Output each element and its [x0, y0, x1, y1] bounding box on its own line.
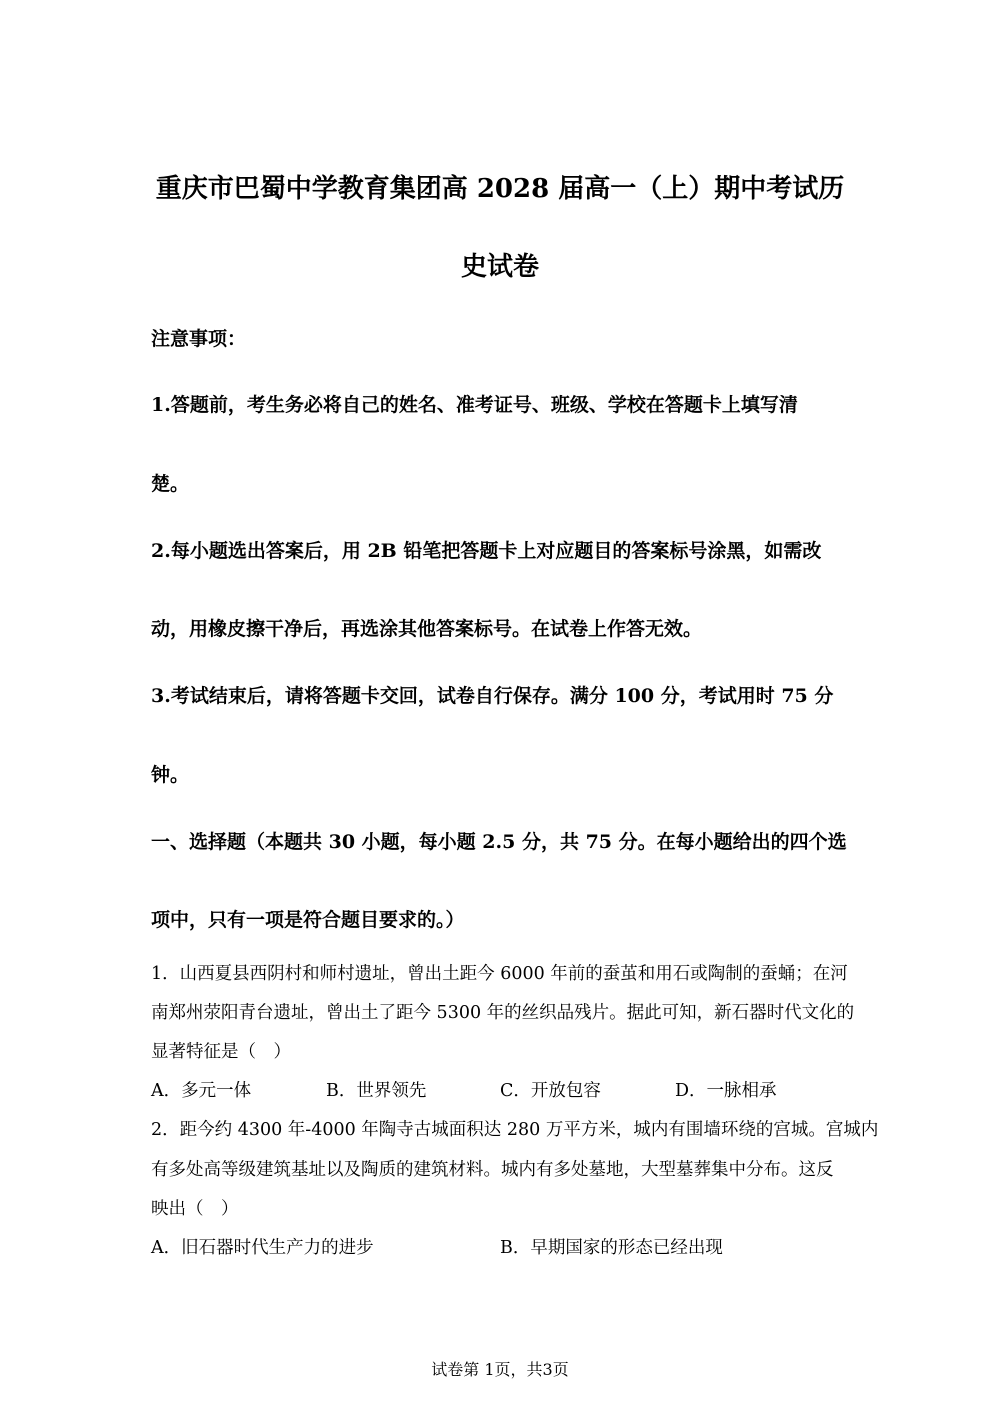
question-2-line-3: 映出（ ）: [151, 1199, 239, 1219]
notice-item-1-line-2: 楚。: [151, 473, 190, 495]
section-1-heading-line-1: 一、选择题（本题共 30 小题，每小题 2.5 分，共 75 分。在每小题给出的四个选: [151, 831, 847, 853]
question-1-option-a: A．多元一体: [151, 1081, 252, 1101]
notice-item-3-line-2: 钟。: [151, 764, 190, 786]
question-1-option-b: B．世界领先: [326, 1081, 427, 1101]
notice-item-2-line-2: 动，用橡皮擦干净后，再选涂其他答案标号。在试卷上作答无效。: [151, 618, 703, 640]
question-2-line-1: 2．距今约 4300 年-4000 年陶寺古城面积达 280 万平方米，城内有围墙环绕的宫城。宫城内: [151, 1120, 879, 1140]
notice-heading: 注意事项：: [151, 328, 247, 350]
question-1-option-d: D．一脉相承: [675, 1081, 777, 1101]
question-2-option-b: B．早期国家的形态已经出现: [500, 1238, 723, 1258]
question-2-option-a: A．旧石器时代生产力的进步: [151, 1238, 374, 1258]
question-2-line-2: 有多处高等级建筑基址以及陶质的建筑材料。城内有多处墓地，大型墓葬集中分布。这反: [151, 1160, 834, 1180]
notice-item-1-line-1: 1.答题前，考生务必将自己的姓名、准考证号、班级、学校在答题卡上填写清: [151, 394, 798, 416]
question-1-line-1: 1．山西夏县西阴村和师村遗址，曾出土距今 6000 年前的蚕茧和用石或陶制的蚕蛹；在河: [151, 964, 848, 984]
page-footer: 试卷第 1页，共3页: [431, 1360, 569, 1379]
question-1-line-2: 南郑州荥阳青台遗址，曾出土了距今 5300 年的丝织品残片。据此可知，新石器时代文化的: [151, 1003, 855, 1023]
section-1-heading-line-2: 项中，只有一项是符合题目要求的。）: [151, 909, 465, 931]
question-1-option-c: C．开放包容: [500, 1081, 601, 1101]
question-1-line-3: 显著特征是（ ）: [151, 1042, 291, 1062]
notice-item-3-line-1: 3.考试结束后，请将答题卡交回，试卷自行保存。满分 100 分，考试用时 75 分: [151, 685, 834, 707]
exam-title-line-1: 重庆市巴蜀中学教育集团高 2028 届高一（上）期中考试历: [155, 174, 845, 204]
notice-item-2-line-1: 2.每小题选出答案后，用 2B 铅笔把答题卡上对应题目的答案标号涂黑，如需改: [151, 540, 822, 562]
exam-title-line-2: 史试卷: [460, 252, 539, 282]
